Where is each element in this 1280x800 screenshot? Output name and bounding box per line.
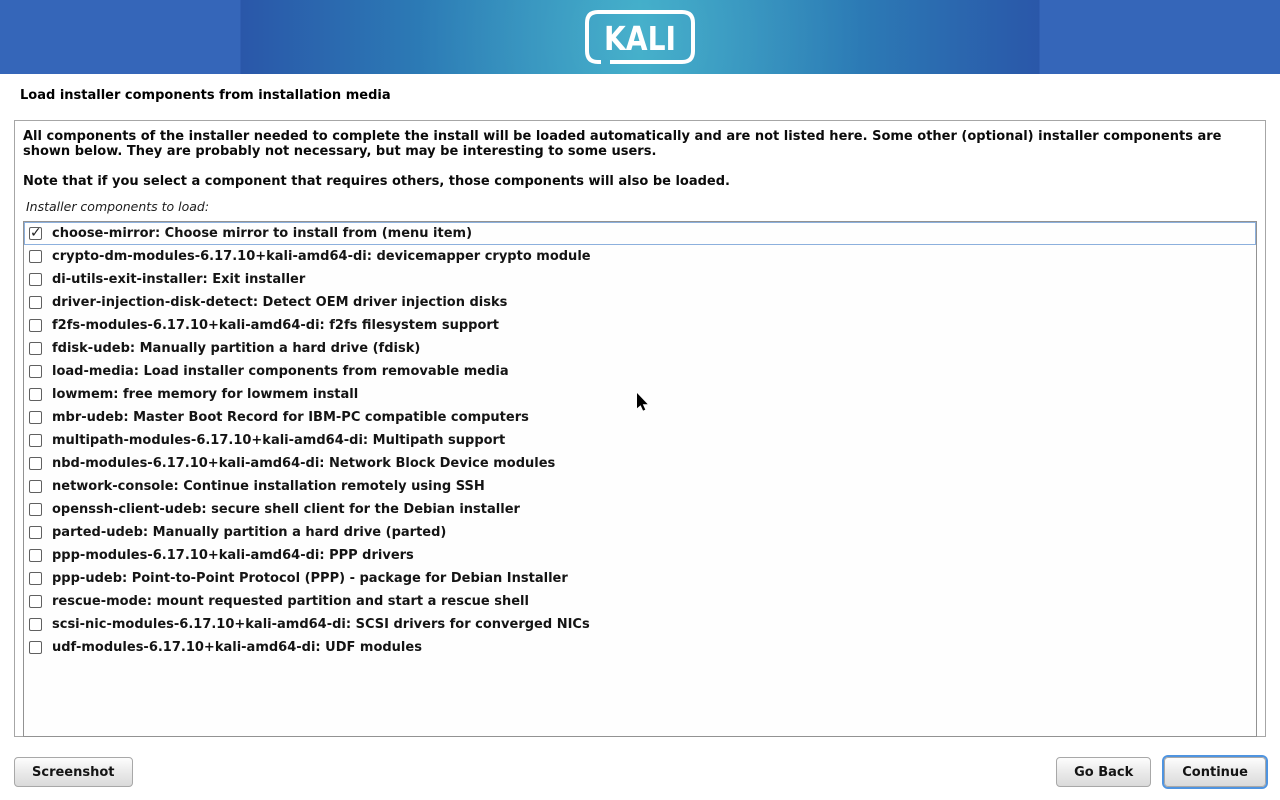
component-label: scsi-nic-modules-6.17.10+kali-amd64-di: SCSI drivers for converged NICs xyxy=(52,617,590,632)
page-title: Load installer components from installation media xyxy=(20,88,391,103)
checkbox-unchecked-icon[interactable] xyxy=(29,641,42,654)
go-back-button[interactable]: Go Back xyxy=(1056,757,1151,787)
checkbox-unchecked-icon[interactable] xyxy=(29,503,42,516)
component-row[interactable] xyxy=(24,314,1256,337)
component-row[interactable] xyxy=(24,452,1256,475)
checkbox-unchecked-icon[interactable] xyxy=(29,273,42,286)
component-row[interactable] xyxy=(24,383,1256,406)
component-label: f2fs-modules-6.17.10+kali-amd64-di: f2fs filesystem support xyxy=(52,318,499,333)
checkbox-unchecked-icon[interactable] xyxy=(29,250,42,263)
component-row[interactable] xyxy=(24,544,1256,567)
component-label: network-console: Continue installation remotely using SSH xyxy=(52,479,485,494)
component-row[interactable] xyxy=(24,498,1256,521)
installer-content-box xyxy=(14,120,1266,737)
component-label: udf-modules-6.17.10+kali-amd64-di: UDF modules xyxy=(52,640,422,655)
checkbox-unchecked-icon[interactable] xyxy=(29,388,42,401)
checkbox-unchecked-icon[interactable] xyxy=(29,342,42,355)
component-label: parted-udeb: Manually partition a hard drive (parted) xyxy=(52,525,447,540)
component-row[interactable] xyxy=(24,636,1256,659)
component-label: di-utils-exit-installer: Exit installer xyxy=(52,272,306,287)
checkbox-unchecked-icon[interactable] xyxy=(29,319,42,332)
component-label: lowmem: free memory for lowmem install xyxy=(52,387,359,402)
component-row[interactable] xyxy=(24,245,1256,268)
component-row[interactable] xyxy=(24,475,1256,498)
checkbox-unchecked-icon[interactable] xyxy=(29,549,42,562)
checkbox-unchecked-icon[interactable] xyxy=(29,595,42,608)
components-list[interactable] xyxy=(23,221,1257,737)
component-row[interactable] xyxy=(24,222,1256,245)
component-row[interactable] xyxy=(24,613,1256,636)
component-label: rescue-mode: mount requested partition and start a rescue shell xyxy=(52,594,529,609)
component-row[interactable] xyxy=(24,360,1256,383)
component-label: load-media: Load installer components from removable media xyxy=(52,364,509,379)
kali-banner xyxy=(0,0,1280,74)
checkbox-unchecked-icon[interactable] xyxy=(29,411,42,424)
checkbox-checked-icon[interactable] xyxy=(29,227,42,240)
checkbox-unchecked-icon[interactable] xyxy=(29,572,42,585)
kali-logo-text: KALI xyxy=(604,19,676,58)
checkbox-unchecked-icon[interactable] xyxy=(29,365,42,378)
kali-logo-icon xyxy=(585,10,695,64)
component-label: driver-injection-disk-detect: Detect OEM driver injection disks xyxy=(52,295,508,310)
component-row[interactable] xyxy=(24,406,1256,429)
component-label: ppp-modules-6.17.10+kali-amd64-di: PPP drivers xyxy=(52,548,414,563)
component-row[interactable] xyxy=(24,567,1256,590)
screenshot-button[interactable]: Screenshot xyxy=(14,757,133,787)
component-label: choose-mirror: Choose mirror to install from (menu item) xyxy=(52,226,473,241)
component-row[interactable] xyxy=(24,268,1256,291)
component-row[interactable] xyxy=(24,337,1256,360)
component-row[interactable] xyxy=(24,590,1256,613)
continue-button[interactable]: Continue xyxy=(1164,757,1266,787)
note-text: Note that if you select a component that requires others, those components will also be loaded. xyxy=(23,174,730,189)
component-label: mbr-udeb: Master Boot Record for IBM-PC compatible computers xyxy=(52,410,529,425)
component-row[interactable] xyxy=(24,521,1256,544)
footer-button-bar xyxy=(14,757,1266,787)
navigation-buttons xyxy=(1056,757,1266,787)
component-label: crypto-dm-modules-6.17.10+kali-amd64-di: devicemapper crypto module xyxy=(52,249,591,264)
component-label: nbd-modules-6.17.10+kali-amd64-di: Network Block Device modules xyxy=(52,456,556,471)
checkbox-unchecked-icon[interactable] xyxy=(29,434,42,447)
component-label: openssh-client-udeb: secure shell client for the Debian installer xyxy=(52,502,520,517)
component-row[interactable] xyxy=(24,291,1256,314)
intro-text: All components of the installer needed to complete the install will be loaded automatically and are not listed here. Some other (optional) installer components are shown below. They are probably not necessary, but may be interesting to some users. xyxy=(23,129,1222,159)
checkbox-unchecked-icon[interactable] xyxy=(29,526,42,539)
component-label: multipath-modules-6.17.10+kali-amd64-di: Multipath support xyxy=(52,433,506,448)
checkbox-unchecked-icon[interactable] xyxy=(29,296,42,309)
checkbox-unchecked-icon[interactable] xyxy=(29,480,42,493)
component-row[interactable] xyxy=(24,429,1256,452)
component-label: fdisk-udeb: Manually partition a hard drive (fdisk) xyxy=(52,341,421,356)
checkbox-unchecked-icon[interactable] xyxy=(29,457,42,470)
checkbox-unchecked-icon[interactable] xyxy=(29,618,42,631)
components-list-label: Installer components to load: xyxy=(26,199,210,214)
component-label: ppp-udeb: Point-to-Point Protocol (PPP) - package for Debian Installer xyxy=(52,571,568,586)
